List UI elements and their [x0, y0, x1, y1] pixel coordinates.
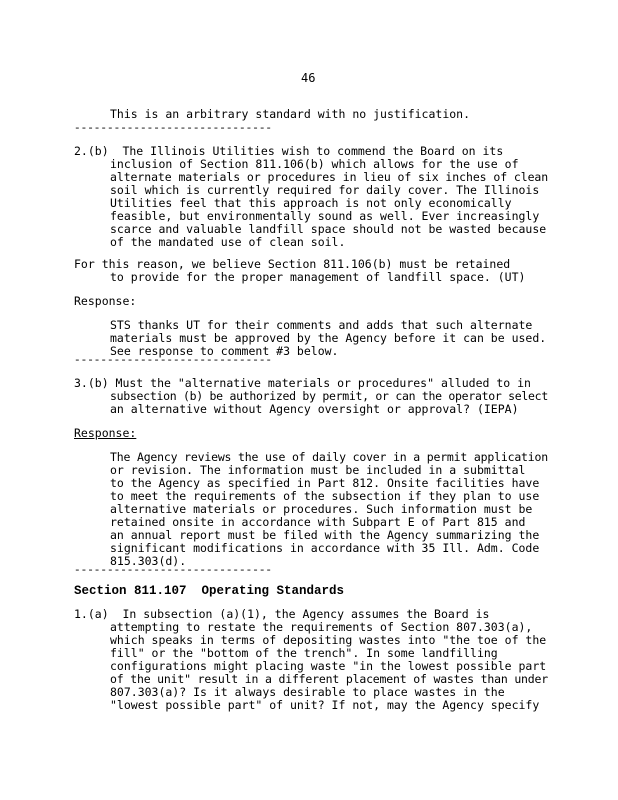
- response-label: Response:: [74, 294, 137, 308]
- comment-2b-line-2: to provide for the proper management of landfill space. (UT): [110, 270, 526, 284]
- response-3-line-8: significant modifications in accordance with 35 Ill. Adm. Code: [110, 541, 540, 555]
- comment-2-line-5: Utilities feel that this approach is not only economically: [110, 196, 512, 210]
- comment-2-line-1: 2.(b) The Illinois Utilities wish to commend the Board on its: [74, 144, 504, 158]
- response-2-line-3: See response to comment #3 below.: [110, 344, 339, 358]
- page-number: 46: [301, 71, 316, 85]
- response-3-line-1: The Agency reviews the use of daily cover in a permit application: [110, 450, 549, 464]
- response-3-line-5: alternative materials or procedures. Such information must be: [110, 502, 533, 516]
- comment-2-line-7: scarce and valuable landfill space should not be wasted because: [110, 222, 547, 236]
- comment-3-line-3: an alternative without Agency oversight or approval? (IEPA): [110, 402, 519, 416]
- comment-1-line-8: "lowest possible part" of unit? If not, may the Agency specify: [110, 698, 540, 712]
- response-label-underlined: Response:: [74, 426, 137, 440]
- comment-2b-line-1: For this reason, we believe Section 811.106(b) must be retained: [74, 257, 511, 271]
- comment-1-line-1: 1.(a) In subsection (a)(1), the Agency assumes the Board is: [74, 607, 490, 621]
- comment-1-line-5: configurations might placing waste "in the lowest possible part: [110, 659, 547, 673]
- separator-1: ------------------------------: [74, 123, 273, 135]
- comment-2-line-8: of the mandated use of clean soil.: [110, 235, 346, 249]
- response-3-line-4: to meet the requirements of the subsection if they plan to use: [110, 489, 540, 503]
- response-3-line-7: an annual report must be filed with the Agency summarizing the: [110, 528, 540, 542]
- response-3-line-6: retained onsite in accordance with Subpart E of Part 815 and: [110, 515, 526, 529]
- comment-2-line-4: soil which is currently required for daily cover. The Illinois: [110, 183, 540, 197]
- comment-1-line-3: which speaks in terms of depositing wastes into "the toe of the: [110, 633, 547, 647]
- comment-2-line-6: feasible, but environmentally sound as well. Ever increasingly: [110, 209, 540, 223]
- comment-3-line-2: subsection (b) be authorized by permit, or can the operator select: [110, 389, 548, 403]
- response-2-line-2: materials must be approved by the Agency before it can be used.: [110, 331, 547, 345]
- comment-3-line-1: 3.(b) Must the "alternative materials or procedures" alluded to in: [74, 376, 531, 390]
- comment-2-line-2: inclusion of Section 811.106(b) which allows for the use of: [110, 157, 519, 171]
- response-3-line-9: 815.303(d).: [110, 554, 187, 568]
- response-3-line-3: to the Agency as specified in Part 812. Onsite facilities have: [110, 476, 540, 490]
- comment-2-line-3: alternate materials or procedures in lieu of six inches of clean: [110, 170, 549, 184]
- response-2-line-1: STS thanks UT for their comments and adds that such alternate: [110, 318, 533, 332]
- response-3-line-2: or revision. The information must be included in a submittal: [110, 463, 526, 477]
- separator-3: ------------------------------: [74, 565, 273, 577]
- intro-text: This is an arbitrary standard with no justification.: [110, 107, 471, 121]
- separator-2: ------------------------------: [74, 355, 273, 367]
- section-heading: Section 811.107 Operating Standards: [74, 584, 345, 598]
- comment-1-line-4: fill" or the "bottom of the trench". In some landfilling: [110, 646, 498, 660]
- comment-1-line-6: of the unit" result in a different placement of wastes than under: [110, 672, 549, 686]
- comment-1-line-7: 807.303(a)? Is it always desirable to place wastes in the: [110, 685, 505, 699]
- comment-1-line-2: attempting to restate the requirements of Section 807.303(a),: [110, 620, 533, 634]
